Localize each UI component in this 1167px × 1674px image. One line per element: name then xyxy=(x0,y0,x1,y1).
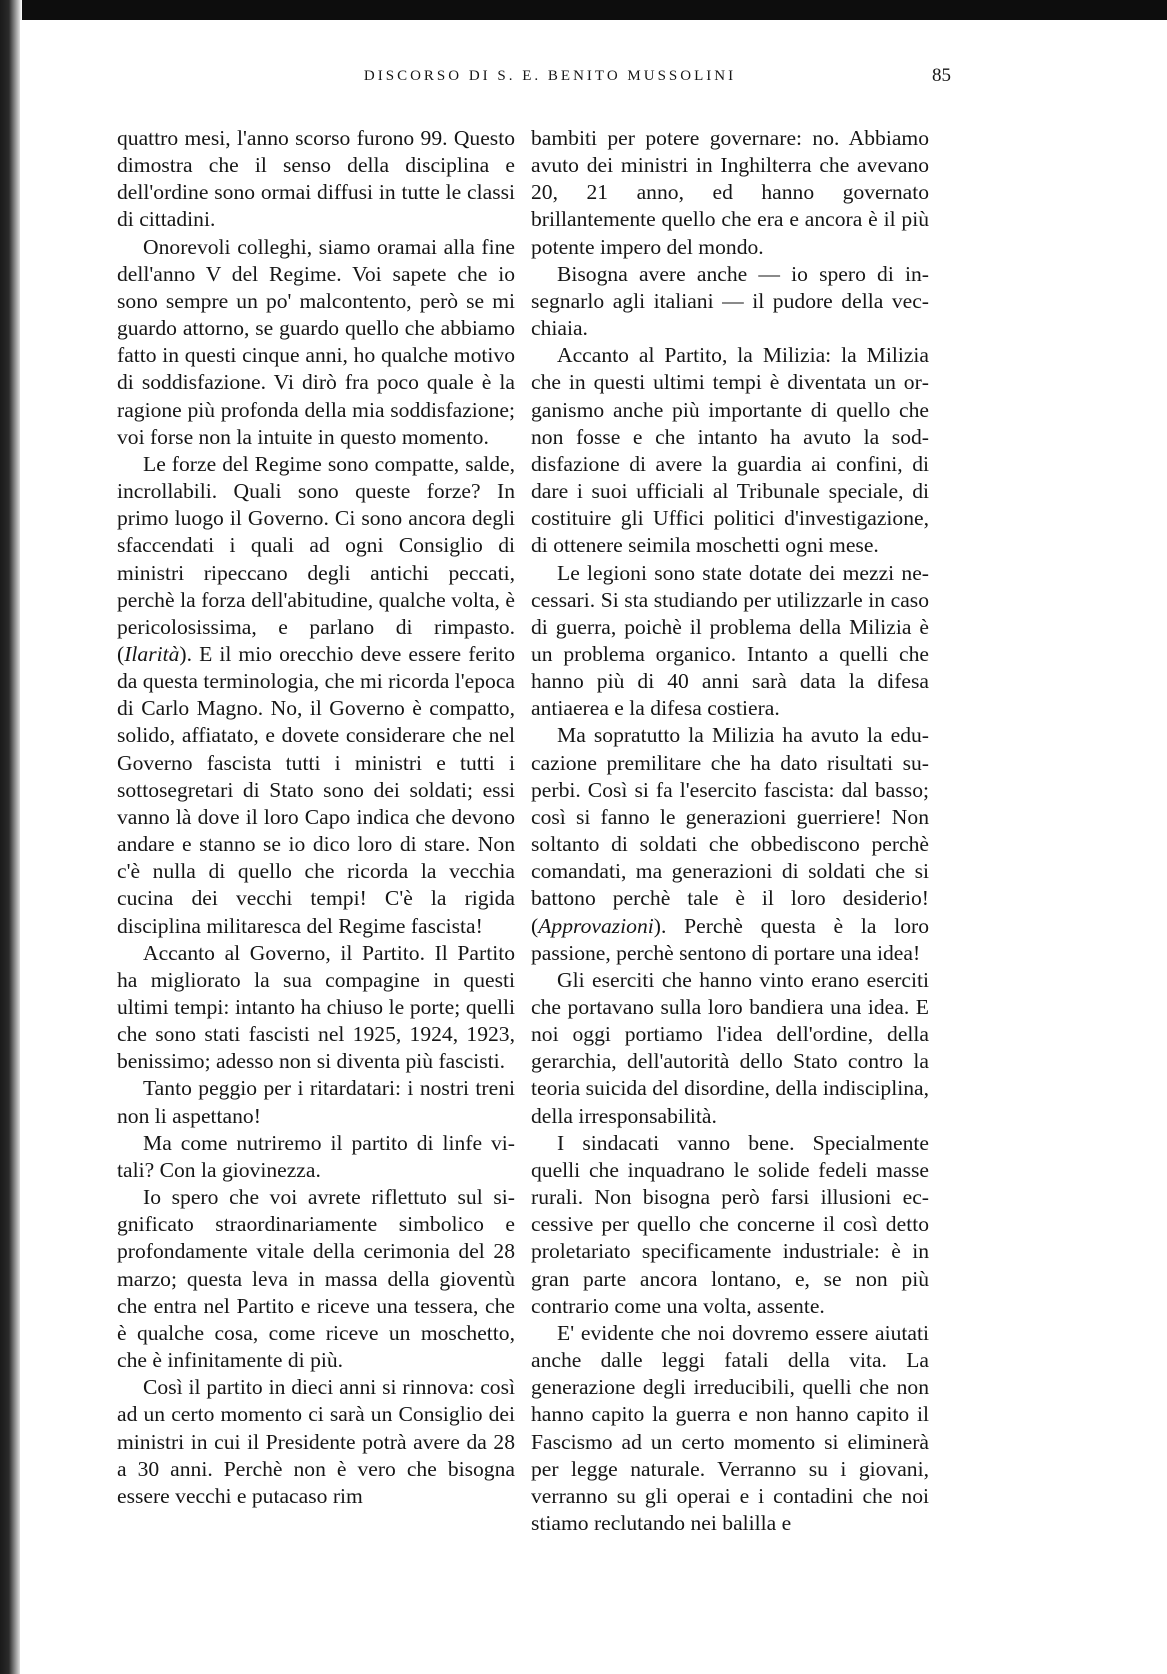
paragraph xyxy=(117,940,515,1076)
book-page xyxy=(20,20,1167,1674)
paragraph xyxy=(531,967,929,1130)
paragraph xyxy=(117,1130,515,1184)
paragraph-text: Gli eserciti che hanno vinto erano eserciti che portavano sulla loro bandiera una idea. E noi oggi portiamo l'idea dell'ordine, della gerarchia, dell'autorità dello Stato contro la teoria suicida del disordine, della indisciplina, della irresponsabilità. xyxy=(531,967,929,1128)
paragraph-text: ). Perchè questa è la loro passione, perchè sentono di portare una idea! xyxy=(531,913,929,965)
paragraph-text: Accanto al Partito, la Milizia: la Milizia che in questi ultimi tempi è diventata un organismo anche più importante di quello che non fosse e che intanto ha avuto la soddisfazione di avere la guardia ai confini, di dare i suoi ufficiali al Tribunale speciale, di costituire gli Uffici politici d'investigazione, di ottenere seimila moschetti ogni mese. xyxy=(531,343,929,558)
paragraph xyxy=(531,1320,929,1537)
paragraph-text: Onorevoli colleghi, siamo oramai alla fine dell'anno V del Regime. Voi sapete che io sono sempre un po' malcontento, però se mi guardo attorno, se guardo quello che abbiamo fatto in questi cinque anni, ho qualche motivo di soddisfazione. Vi dirò fra poco quale è la ragione più profonda della mia soddisfazione; voi forse non la intuite in questo momento. xyxy=(117,234,515,449)
paragraph-text: Tanto peggio per i ritardatari: i nostri treni non li aspettano! xyxy=(117,1076,515,1128)
paragraph-text: Ma sopratutto la Milizia ha avuto la educazione premilitare che ha dato risultati superbi. Così si fa l'esercito fascista: dal basso; così si fanno le generazioni guerriere! Non soltanto di soldati che obbediscono perchè comandati, ma generazioni di soldati che si battono perchè tale è il loro desiderio! ( xyxy=(531,723,929,938)
paragraph-text: E' evidente che noi dovremo essere aiutati anche dalle leggi fatali della vita. La generazione degli irreducibili, quelli che non hanno capito la guerra e non hanno capito il Fascismo ad un certo momento si eliminerà per legge naturale. Verranno su i giovani, verranno su gli operai e i contadini che noi stiamo reclutando nei balilla e xyxy=(531,1320,929,1535)
paragraph xyxy=(531,261,929,342)
paragraph-text: Io spero che voi avrete riflettuto sul significato straordinariamente simbolico e profondamente vitale della cerimonia del 28 marzo; questa leva in massa della gioventù che entra nel Partito e riceve una tessera, che è qualche cosa, come riceve un moschetto, che è infinitamente di più. xyxy=(117,1185,515,1373)
paragraph-text: Accanto al Governo, il Partito. Il Partito ha migliorato la sua compagine in questi ultimi tempi: intanto ha chiuso le porte; quelli che sono stati fascisti nel 1925, 1924, 1923, benissimo; adesso non si diventa più fascisti. xyxy=(117,940,515,1074)
page-number: 85 xyxy=(932,65,951,86)
paragraph xyxy=(117,1184,515,1374)
paragraph-text: Bisogna avere anche — io spero di insegnarlo agli italiani — il pudore della vecchiaia. xyxy=(531,261,929,341)
paragraph xyxy=(117,1374,515,1510)
paragraph xyxy=(531,560,929,723)
paragraph-text: Le forze del Regime sono compatte, salde, incrollabili. Quali sono queste forze? In primo luogo il Governo. Ci sono ancora degli sfaccendati i quali ad ogni Consiglio di ministri ripeccano degli antichi peccati, perchè la forza dell'abitudine, qualche volta, è pericolosissima, e parlano di rimpasto. ( xyxy=(117,451,515,666)
paragraph xyxy=(117,451,515,940)
paragraph xyxy=(531,125,929,261)
stage-direction: Approvazioni xyxy=(538,913,654,938)
paragraph-text: bambiti per potere governare: no. Abbiamo avuto dei ministri in Inghilterra che avevano 20, 21 anno, ed hanno governato brillantemente quello che era e ancora è il più potente impero del mondo. xyxy=(531,126,929,259)
paragraph xyxy=(531,1130,929,1320)
paragraph-text: quattro mesi, l'anno scorso furono 99. Questo dimostra che il senso della disciplina e dell'ordine sono ormai diffusi in tutte le classi di cittadini. xyxy=(117,126,515,232)
paragraph-text: Ma come nutriremo il partito di linfe vitali? Con la giovinezza. xyxy=(117,1130,515,1182)
paragraph-text: ). E il mio orecchio deve essere ferito da questa terminologia, che mi ricorda l'epoca di Carlo Magno. No, il Governo è compatto, solido, affiatato, e dovete considerare che nel Governo fascista tutti i ministri e tutti i sottosegretari di Stato sono dei soldati; essi vanno là dove il loro Capo indica che devono andare e stanno se io dico loro di stare. Non c'è nulla di quello che ricorda la vecchia cucina dei vecchi tempi! C'è la rigida disciplina militaresca del Regime fascista! xyxy=(117,641,515,938)
right-column xyxy=(531,125,929,1537)
paragraph xyxy=(117,125,515,234)
paragraph-text: Così il partito in dieci anni si rinnova: così ad un certo momento ci sarà un Consiglio dei ministri in cui il Presidente potrà avere da 28 a 30 anni. Perchè non è vero che bisogna essere vecchi e putacaso rim xyxy=(117,1375,515,1508)
paragraph xyxy=(117,1075,515,1129)
paragraph xyxy=(117,234,515,451)
scan-border-left xyxy=(0,0,22,1674)
paragraph-text: Le legioni sono state dotate dei mezzi necessari. Si sta studiando per utilizzarle in caso di guerra, poichè il problema della Milizia è un problema organico. Intanto a quelli che hanno più di 40 anni sarà data la difesa antiaerea e la difesa costiera. xyxy=(531,560,929,721)
left-column xyxy=(117,125,515,1510)
paragraph xyxy=(531,342,929,559)
paragraph xyxy=(531,722,929,966)
stage-direction: Ilarità xyxy=(124,641,180,666)
running-head: DISCORSO DI S. E. BENITO MUSSOLINI xyxy=(363,68,737,84)
paragraph-text: I sindacati vanno bene. Specialmente quelli che inquadrano le solide fedeli masse rurali. Non bisogna però farsi illusioni eccessive per quello che concerne il così detto proletariato specificamente industriale: è in gran parte ancora lontano, e, se non più contrario come una volta, assente. xyxy=(531,1130,929,1318)
